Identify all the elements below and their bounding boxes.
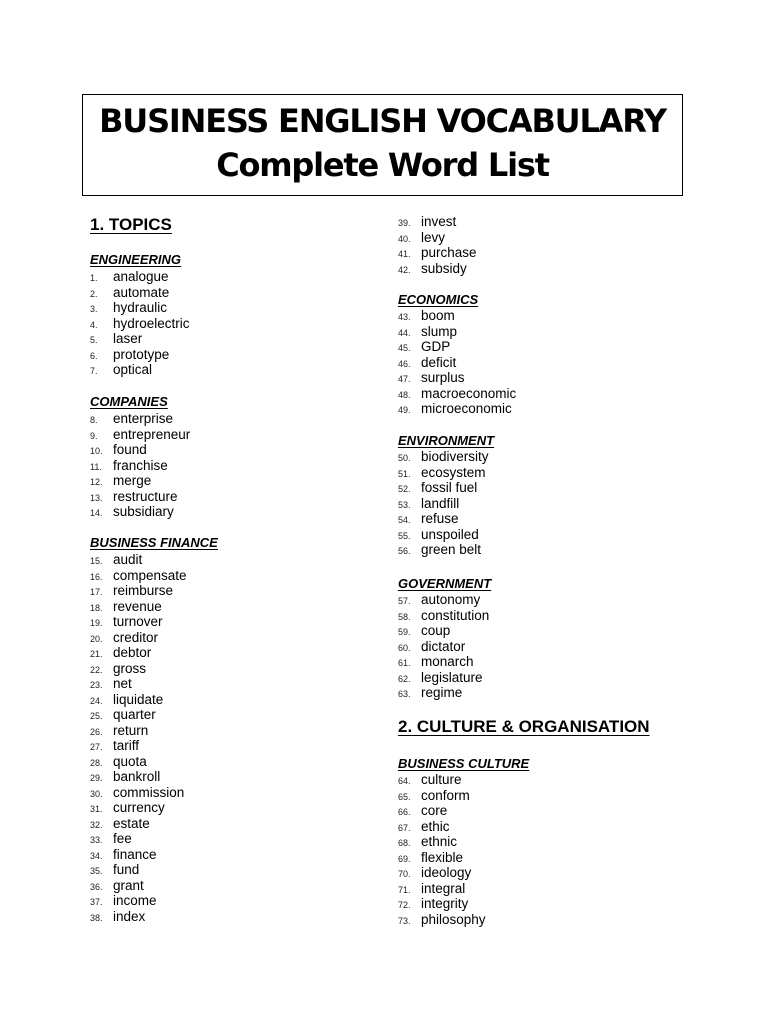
item-number: 43. bbox=[398, 312, 411, 322]
item-number: 25. bbox=[90, 711, 103, 721]
item-number: 10. bbox=[90, 446, 103, 456]
item-number: 61. bbox=[398, 658, 411, 668]
item-word: quarter bbox=[113, 707, 156, 722]
item-word: integrity bbox=[421, 896, 469, 911]
item-word: grant bbox=[113, 877, 144, 893]
category-heading: BUSINESS FINANCE bbox=[90, 535, 218, 550]
page-title: BUSINESS ENGLISH VOCABULARY bbox=[99, 102, 666, 140]
item-number: 1. bbox=[90, 273, 98, 283]
item-word: fee bbox=[113, 831, 132, 846]
item-number: 50. bbox=[398, 453, 411, 463]
item-word: flexible bbox=[421, 849, 464, 865]
item-word: turnover bbox=[113, 614, 163, 629]
item-word: levy bbox=[421, 229, 446, 245]
item-number: 54. bbox=[398, 515, 411, 525]
item-number: 20. bbox=[90, 633, 103, 644]
section-heading: 2. CULTURE & ORGANISATION bbox=[398, 717, 650, 736]
item-word: fossil fuel bbox=[421, 480, 478, 495]
item-word: ethic bbox=[421, 818, 450, 834]
item-number: 49. bbox=[398, 405, 411, 415]
item-number: 70. bbox=[398, 869, 411, 879]
item-number: 27. bbox=[90, 742, 103, 752]
item-number: 47. bbox=[398, 374, 411, 384]
item-word: deficit bbox=[421, 354, 457, 370]
item-number: 11. bbox=[90, 461, 102, 472]
item-number: 32. bbox=[90, 819, 103, 830]
item-number: 64. bbox=[398, 776, 411, 786]
item-word: invest bbox=[421, 214, 457, 229]
item-word: reimburse bbox=[113, 583, 174, 598]
item-word: quota bbox=[113, 753, 147, 769]
item-word: commission bbox=[113, 784, 185, 800]
item-number: 46. bbox=[398, 358, 411, 369]
item-number: 39. bbox=[398, 218, 411, 228]
item-number: 29. bbox=[90, 773, 103, 783]
item-number: 67. bbox=[398, 822, 411, 833]
item-number: 12. bbox=[90, 477, 103, 487]
item-word: subsidy bbox=[421, 260, 467, 276]
item-number: 4. bbox=[90, 319, 98, 330]
item-word: compensate bbox=[113, 567, 187, 583]
item-number: 73. bbox=[398, 915, 411, 926]
item-word: coup bbox=[421, 623, 451, 638]
item-number: 31. bbox=[90, 804, 103, 814]
item-number: 21. bbox=[90, 649, 103, 659]
item-number: 57. bbox=[398, 596, 411, 606]
item-word: liquidate bbox=[113, 691, 164, 707]
item-word: slump bbox=[421, 323, 458, 339]
item-word: ecosystem bbox=[421, 464, 486, 480]
item-number: 8. bbox=[90, 415, 98, 425]
item-word: tariff bbox=[113, 738, 140, 753]
item-word: entrepreneur bbox=[113, 426, 191, 442]
item-number: 71. bbox=[398, 884, 411, 895]
item-word: found bbox=[113, 442, 147, 457]
item-number: 28. bbox=[90, 757, 103, 768]
item-word: ethnic bbox=[421, 834, 458, 849]
item-number: 7. bbox=[90, 366, 98, 376]
item-number: 3. bbox=[90, 304, 98, 314]
title-box bbox=[82, 94, 683, 196]
item-number: 23. bbox=[90, 680, 103, 690]
item-number: 72. bbox=[398, 900, 411, 910]
item-word: constitution bbox=[421, 607, 490, 623]
item-number: 5. bbox=[90, 335, 98, 345]
item-word: fund bbox=[113, 862, 140, 877]
item-number: 56. bbox=[398, 546, 411, 556]
item-number: 69. bbox=[398, 853, 411, 864]
item-number: 30. bbox=[90, 788, 103, 799]
item-word: bankroll bbox=[113, 769, 161, 784]
item-number: 44. bbox=[398, 327, 411, 338]
item-word: creditor bbox=[113, 629, 159, 645]
item-word: ideology bbox=[421, 865, 472, 880]
item-number: 40. bbox=[398, 233, 411, 244]
item-word: hydroelectric bbox=[113, 315, 190, 331]
item-number: 48. bbox=[398, 389, 411, 400]
item-word: currency bbox=[113, 800, 165, 815]
category-heading: COMPANIES bbox=[90, 394, 168, 409]
item-number: 45. bbox=[398, 343, 411, 353]
item-word: net bbox=[113, 676, 132, 691]
item-word: purchase bbox=[421, 245, 477, 260]
item-word: merge bbox=[113, 473, 152, 488]
item-word: surplus bbox=[421, 370, 465, 385]
item-number: 62. bbox=[398, 673, 411, 684]
item-number: 36. bbox=[90, 881, 103, 892]
category-heading: BUSINESS CULTURE bbox=[398, 756, 530, 771]
page-subtitle: Complete Word List bbox=[216, 146, 549, 184]
item-number: 66. bbox=[398, 807, 411, 817]
item-number: 63. bbox=[398, 689, 411, 699]
item-number: 24. bbox=[90, 695, 103, 706]
item-number: 60. bbox=[398, 642, 411, 653]
item-word: restructure bbox=[113, 488, 178, 504]
item-word: laser bbox=[113, 331, 143, 346]
section-heading: 1. TOPICS bbox=[90, 215, 172, 234]
item-word: subsidiary bbox=[113, 504, 174, 519]
item-word: legislature bbox=[421, 669, 483, 685]
item-number: 53. bbox=[398, 499, 411, 510]
item-word: regime bbox=[421, 685, 463, 700]
item-number: 14. bbox=[90, 508, 103, 518]
item-number: 42. bbox=[398, 264, 411, 275]
item-word: debtor bbox=[113, 645, 152, 660]
item-number: 59. bbox=[398, 627, 411, 637]
category-heading: ECONOMICS bbox=[398, 292, 479, 307]
item-word: gross bbox=[113, 660, 147, 676]
item-number: 33. bbox=[90, 835, 103, 845]
item-number: 52. bbox=[398, 484, 411, 494]
item-word: estate bbox=[113, 815, 150, 831]
item-number: 17. bbox=[90, 587, 103, 597]
item-number: 9. bbox=[90, 430, 98, 441]
item-word: enterprise bbox=[113, 411, 174, 426]
item-number: 6. bbox=[90, 350, 98, 361]
item-number: 35. bbox=[90, 866, 103, 876]
item-number: 37. bbox=[90, 897, 103, 907]
item-word: core bbox=[421, 803, 448, 818]
item-number: 65. bbox=[398, 791, 411, 802]
item-word: audit bbox=[113, 552, 143, 567]
item-word: return bbox=[113, 722, 149, 738]
item-word: index bbox=[113, 908, 146, 924]
item-word: finance bbox=[113, 846, 157, 862]
item-word: culture bbox=[421, 772, 462, 787]
item-word: prototype bbox=[113, 346, 170, 362]
item-word: revenue bbox=[113, 598, 162, 614]
item-word: integral bbox=[421, 880, 466, 896]
item-word: franchise bbox=[113, 457, 168, 473]
category-heading: ENGINEERING bbox=[90, 252, 182, 267]
item-word: hydraulic bbox=[113, 300, 168, 315]
item-number: 58. bbox=[398, 611, 411, 622]
item-word: dictator bbox=[421, 638, 466, 654]
item-number: 2. bbox=[90, 288, 98, 299]
item-word: philosophy bbox=[421, 911, 486, 927]
item-number: 34. bbox=[90, 850, 103, 861]
item-word: monarch bbox=[421, 654, 474, 669]
item-number: 13. bbox=[90, 492, 103, 503]
item-word: biodiversity bbox=[421, 449, 489, 464]
item-word: autonomy bbox=[421, 592, 481, 607]
item-number: 51. bbox=[398, 468, 411, 479]
item-word: analogue bbox=[113, 269, 169, 284]
item-number: 55. bbox=[398, 530, 411, 541]
item-word: boom bbox=[421, 308, 455, 323]
item-number: 26. bbox=[90, 726, 103, 737]
item-number: 68. bbox=[398, 838, 411, 848]
item-word: unspoiled bbox=[421, 526, 479, 542]
item-word: macroeconomic bbox=[421, 385, 517, 401]
item-number: 38. bbox=[90, 912, 103, 923]
category-heading: GOVERNMENT bbox=[398, 576, 492, 591]
item-word: green belt bbox=[421, 542, 482, 557]
item-number: 22. bbox=[90, 664, 103, 675]
item-word: automate bbox=[113, 284, 170, 300]
item-word: conform bbox=[421, 787, 470, 803]
item-word: landfill bbox=[421, 495, 460, 511]
item-word: GDP bbox=[421, 339, 451, 354]
item-number: 19. bbox=[90, 618, 103, 628]
item-number: 16. bbox=[90, 571, 103, 582]
category-heading: ENVIRONMENT bbox=[398, 433, 495, 448]
item-number: 41. bbox=[398, 249, 411, 259]
item-word: optical bbox=[113, 362, 153, 377]
item-word: microeconomic bbox=[421, 401, 512, 416]
item-word: refuse bbox=[421, 511, 459, 526]
item-word: income bbox=[113, 893, 157, 908]
item-number: 18. bbox=[90, 602, 103, 613]
item-number: 15. bbox=[90, 556, 103, 566]
